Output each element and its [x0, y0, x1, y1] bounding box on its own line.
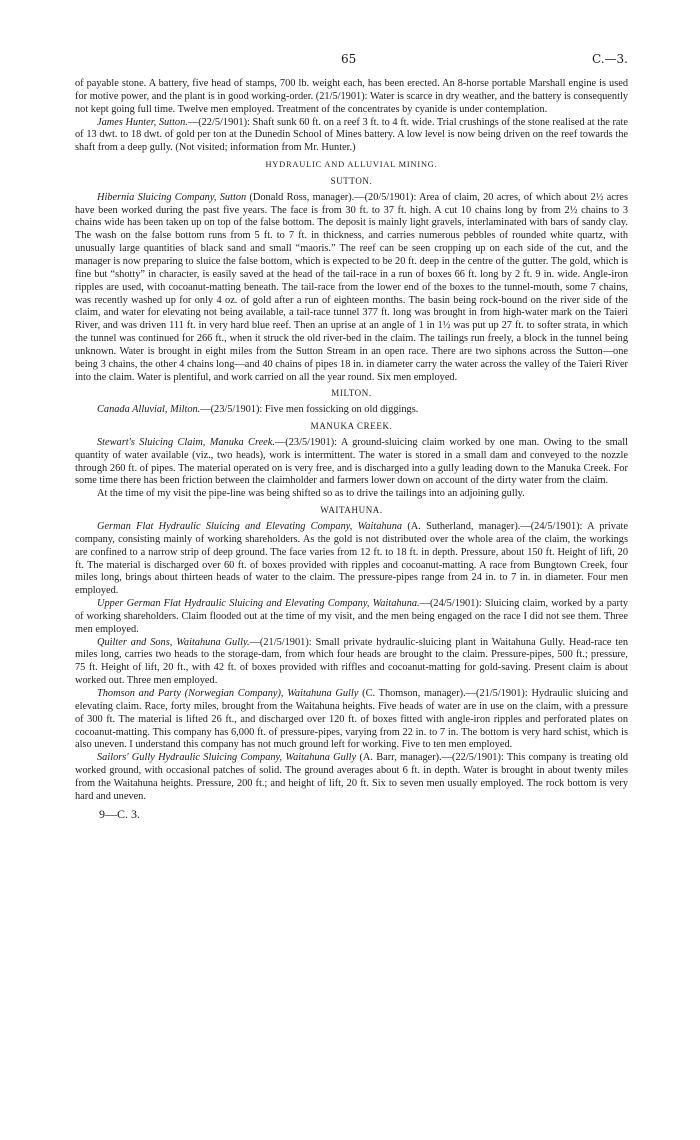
paragraph-text: (A. Sutherland, manager).—(24/5/1901): A private company, consisting mainly of working shareholders. As the gold is not distributed over the whole area of the claim, the workings are confined to a narrow strip of deep ground. The face varies from 12 ft. to 18 ft. in depth. Pressure, about 150 ft. Height of lift, 20 ft. The material is discharged over 60 ft. of boxes provided with ripples and cocoanut-matting. A race from Bungtown Creek, four miles long, brings about thirteen heads of water to the claim. The pressure-pipes range from 24 in. to 7 in. in diameter. Four men employed.	[75, 521, 628, 597]
page-number: 65	[341, 52, 357, 66]
paragraph	[75, 117, 628, 156]
paragraph	[75, 437, 628, 488]
section-heading: HYDRAULIC AND ALLUVIAL MINING.	[265, 160, 438, 170]
document-body	[75, 78, 628, 820]
paragraph-text: At the time of my visit the pipe-line was being shifted so as to drive the tailings into an adjoining gully.	[97, 488, 525, 500]
paragraph	[75, 637, 628, 688]
claim-name: Thomson and Party (Norwegian Company), Waitahuna Gully	[97, 687, 359, 699]
claim-name: Canada Alluvial, Milton.	[97, 404, 201, 416]
paragraph	[75, 404, 628, 417]
paragraph-text: of payable stone. A battery, five head of stamps, 700 lb. weight each, has been erected. An 8-horse portable Marshall engine is used for motive power, and the plant is in good working-order. (21/5/1901): Water is scarce in dry weather, and the battery is consequently not kept going full time. Twelve men employed. Treatment of the concentrates by cyanide is under contemplation.	[75, 78, 628, 115]
claim-name: German Flat Hydraulic Sluicing and Elevating Company, Waitahuna	[97, 521, 403, 532]
paragraph-text: —(21/5/1901): Small private hydraulic-sluicing plant in Waitahuna Gully. Head-race ten miles long, carries two heads to the storage-dam, from which four heads are brought to the claim. Pressure-pipes, 500 ft.; pressure, 75 ft. Height of lift, 20 ft., with 42 ft. of boxes provided with riffles and cocoanut-matting for gold-saving. Present claim is about worked out. Three men employed.	[75, 636, 628, 687]
claim-name: Sailors' Gully Hydraulic Sluicing Company, Waitahuna Gully	[97, 752, 357, 764]
locality-heading: WAITAHUNA.	[320, 505, 383, 516]
claim-name: James Hunter, Sutton.	[97, 116, 188, 128]
paragraph-text: —(24/5/1901): Sluicing claim, worked by a party of working shareholders. Claim flooded out at the time of my visit, and the men being engaged on the race I did not see them. Three men employed.	[75, 598, 628, 635]
claim-name: Quilter and Sons, Waitahuna Gully.	[97, 636, 250, 648]
paragraph	[75, 192, 628, 385]
paragraph-text: —(23/5/1901): A ground-sluicing claim worked by one man. Owing to the small quantity of water available (viz., two heads), work is intermittent. The water is stored in a small dam and conveyed to the nozzle through 260 ft. of pipes. The material operated on is very free, and is discharged into a gully leading down to the Manuka Creek. For some time there has been friction between the claimholder and farmers lower down on account of the dirty water from the claim.	[75, 436, 628, 487]
locality-heading: SUTTON.	[330, 175, 373, 186]
paragraph-text: (C. Thomson, manager).—(21/5/1901): Hydraulic sluicing and elevating claim. Race, forty miles, brought from the Waitahuna heights. Five heads of water are in use on the claim, with a pressure of 300 ft. The material is lifted 26 ft., and discharged over 120 ft. of boxes fitted with angle-iron ripples and perforated plates on cocoanut-matting. This company has 6,000 ft. of pressure-pipes, varying from 22 in. to 7 in. The bottom is very hard schist, which is also uneven. I understand this company has not much ground left for working. Five to ten men employed.	[75, 687, 628, 751]
paragraph-text: (A. Barr, manager).—(22/5/1901): This company is treating old worked ground, with occasional patches of solid. The ground averages about 6 ft. in depth. Water is brought in about twenty miles from the Waitahuna heights. Pressure, 200 ft.; and height of lift, 20 ft. Six to seven men usually employed. The rock bottom is very hard and uneven.	[75, 752, 629, 802]
paragraph	[75, 598, 628, 637]
page-header	[75, 52, 628, 66]
paragraph	[75, 78, 628, 117]
paragraph	[75, 488, 628, 501]
document-reference: C.—3.	[591, 52, 628, 66]
claim-name: Stewart's Sluicing Claim, Manuka Creek.	[97, 436, 275, 448]
paragraph	[75, 688, 628, 752]
signature-mark: 9—C. 3.	[99, 806, 141, 821]
paragraph-text: —(22/5/1901): Shaft sunk 60 ft. on a reef 3 ft. to 4 ft. wide. Trial crushings of the stone realised at the rate of 13 dwt. to 18 dwt. of gold per ton at the Dunedin School of Mines battery. A low level is now being driven on the reef towards the shaft from a deep gully. (Not visited; information from Mr. Hunter.)	[75, 116, 628, 154]
paragraph-text: —(23/5/1901): Five men fossicking on old diggings.	[200, 404, 419, 416]
claim-name: Upper German Flat Hydraulic Sluicing and Elevating Company, Waitahuna.	[97, 598, 420, 610]
claim-name: Hibernia Sluicing Company, Sutton	[97, 191, 247, 203]
paragraph	[75, 752, 628, 803]
paragraph	[75, 521, 628, 598]
locality-heading: MANUKA CREEK.	[310, 421, 393, 432]
paragraph-text: (Donald Ross, manager).—(20/5/1901): Area of claim, 20 acres, of which about 2½ acres have been worked during the past five years. The face is from 30 ft. to 37 ft. high. A cut 10 chains long by from 2½ chains to 3 chains wide has been taken up on top of the false bottom. The deposit is mainly light gravels, interlaminated with bars of sandy clay. The wash on the false bottom runs from 5 ft. to 7 ft. in thickness, and carries numerous pebbles of rounded white quartz, with unusually large quantities of black sand and small “maoris.” The reef can be seen cropping up on each side of the cut, and the manager is now preparing to sluice the false bottom, which is expected to be 20 ft. deep in the centre of the gutter. The gold, which is fine but “shotty” in character, is easily saved at the head of the tail-race in a run of boxes 66 ft. long by 2 ft. 9 in. wide. Angle-iron ripples are used, with cocoanut-matting beneath. The tail-race from the lower end of the boxes to the tunnel-mouth, some 7 chains, was recently washed up for only 4 oz. of gold after a run of eighteen months. The basin being rock-bound on the river side of the claim, and water for elevating not being available, a tail-race tunnel 377 ft. long was brought in from high-water mark on the Taieri River, and was driven 111 ft. in very hard blue reef. Then an uprise at an angle of 1 in 1½ was put up 27 ft. to softer strata, in which the tunnel was continued for 266 ft., when it struck the old river-bed in the claim. The tailings run freely, a block in the tunnel being unknown. Water is brought in eight miles from the Sutton Stream in an open race. There are two siphons across the Sutton—one being 3 chains, the other 4 chains long—and 40 chains of pipes 18 in. in diameter carry the water across the valley of the Taieri River into the claim. Water is plentiful, and work carried on all the year round. Six men employed.	[75, 191, 629, 383]
locality-heading: MILTON.	[331, 388, 372, 399]
